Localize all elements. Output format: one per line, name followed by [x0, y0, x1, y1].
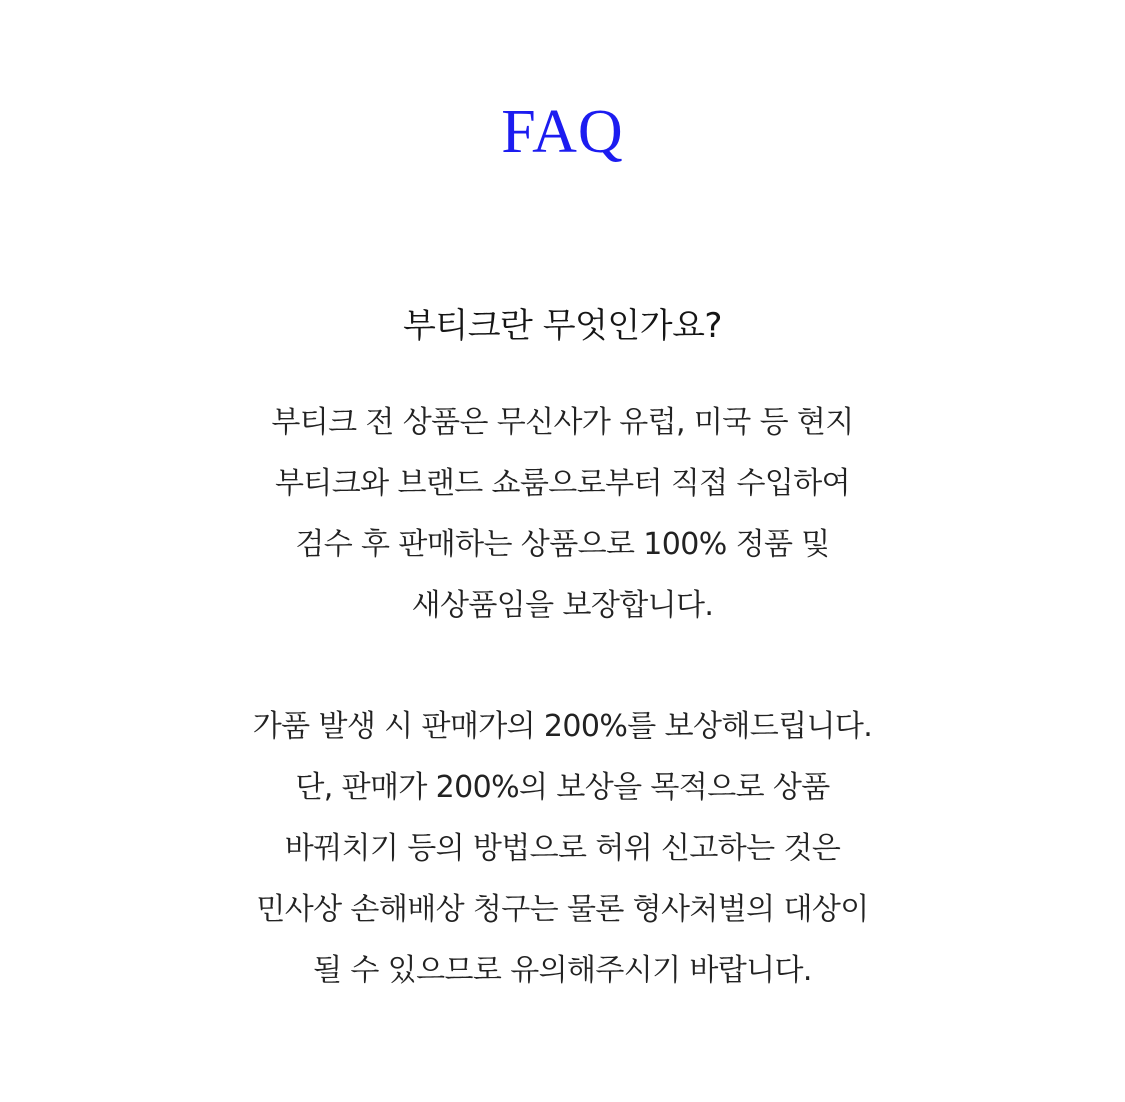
- answer-line: 가품 발생 시 판매가의 200%를 보상해드립니다.: [252, 709, 873, 744]
- faq-answer-paragraph-1: [0, 392, 1125, 636]
- faq-answer-paragraph-2: [0, 696, 1125, 1001]
- answer-line: 바꿔치기 등의 방법으로 허위 신고하는 것은: [284, 831, 841, 866]
- answer-line: 될 수 있으므로 유의해주시기 바랍니다.: [313, 953, 812, 988]
- answer-line: 검수 후 판매하는 상품으로 100% 정품 및: [295, 527, 830, 562]
- answer-line: 부티크 전 상품은 무신사가 유럽, 미국 등 현지: [271, 405, 854, 440]
- page-title: FAQ: [501, 98, 624, 166]
- faq-question: 부티크란 무엇인가요?: [403, 306, 722, 346]
- answer-line: 단, 판매가 200%의 보상을 목적으로 상품: [295, 770, 830, 805]
- answer-line: 민사상 손해배상 청구는 물론 형사처벌의 대상이: [256, 892, 869, 927]
- answer-line: 새상품임을 보장합니다.: [411, 588, 714, 623]
- answer-line: 부티크와 브랜드 쇼룸으로부터 직접 수입하여: [275, 466, 850, 501]
